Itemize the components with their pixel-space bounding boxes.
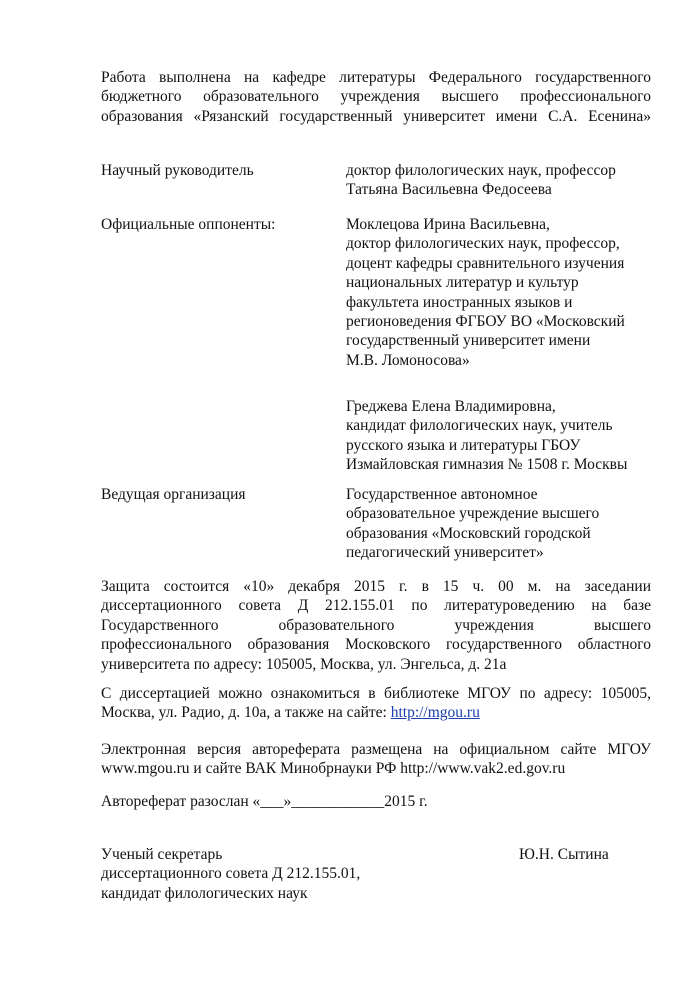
opponent-line: Моклецова Ирина Васильевна, [346,216,550,233]
opponent-first [346,215,625,370]
opponent-second [346,397,627,475]
library-paragraph [101,684,651,723]
supervisor-line: доктор филологических наук, профессор [346,162,616,179]
opponent-line: доцент кафедры сравнительного изучения [346,254,625,272]
lead-org-line: Государственное автономное [346,486,538,503]
lead-org-value [346,485,599,563]
supervisor-line: Татьяна Васильевна Федосеева [346,181,552,199]
lead-org-label: Ведущая организация [101,486,246,503]
opponent-line: факультета иностранных языков и [346,293,573,311]
secretary-line: диссертационного совета Д 212.155.01, [101,865,361,883]
opponent-line: Измайловская гимназия № 1508 г. Москвы [346,456,628,474]
opponent-line: национальных литератур и культур [346,274,579,292]
intro-line: бюджетного образовательного учреждения высшего профессионального [101,88,651,106]
opponent-line: кандидат филологических наук, учитель [346,417,613,435]
opponents-label: Официальные оппоненты: [101,216,276,233]
defense-line: университета по адресу: 105005, Москва, ул. Энгельса, д. 21а [101,655,507,673]
mgou-link[interactable]: http://mgou.ru [390,704,480,722]
opponent-line: М.В. Ломоносова» [346,351,470,369]
opponent-line: доктор филологических наук, профессор, [346,235,620,253]
mailed-line: Автореферат разослан «___»____________2015 г. [101,793,428,810]
intro-line: образования «Рязанский государственный университет имени С.А. Есенина» [101,107,651,125]
supervisor-label: Научный руководитель [101,162,254,179]
secretary-line: Ученый секретарь [101,846,223,863]
library-line-text: Москва, ул. Радио, д. 10а, а также на сайте: [101,704,391,722]
secretary-name: Ю.Н. Сытина [519,846,609,863]
secretary-block [101,845,360,903]
library-line: С диссертацией можно ознакомиться в библиотеке МГОУ по адресу: 105005, [101,685,651,702]
supervisor-value [346,161,616,200]
defense-paragraph [101,577,651,674]
defense-line: Государственного образовательного учреждения высшего [101,616,651,634]
intro-paragraph [101,68,651,126]
opponent-line: государственный университет имени [346,332,591,350]
defense-line: Защита состоится «10» декабря 2015 г. в 15 ч. 00 м. на заседании [101,578,651,595]
lead-org-line: образовательное учреждение высшего [346,505,600,523]
defense-line: профессионального образования Московского государственного областного [101,636,651,654]
lead-org-line: педагогический университет» [346,544,544,562]
electronic-paragraph [101,740,651,779]
opponent-line: Греджева Елена Владимировна, [346,398,556,415]
library-line [101,703,651,722]
opponent-line: регионоведения ФГБОУ ВО «Московский [346,313,625,331]
electronic-line: www.mgou.ru и сайте ВАК Минобрнауки РФ http://www.vak2.ed.gov.ru [101,760,566,778]
opponent-line: русского языка и литературы ГБОУ [346,436,581,454]
lead-org-line: образования «Московский городской [346,524,591,542]
intro-line: Работа выполнена на кафедре литературы Федерального государственного [101,69,651,86]
defense-line: диссертационного совета Д 212.155.01 по литературоведению на базе [101,597,651,615]
electronic-line: Электронная версия автореферата размещена на официальном сайте МГОУ [101,741,651,758]
secretary-line: кандидат филологических наук [101,884,308,902]
